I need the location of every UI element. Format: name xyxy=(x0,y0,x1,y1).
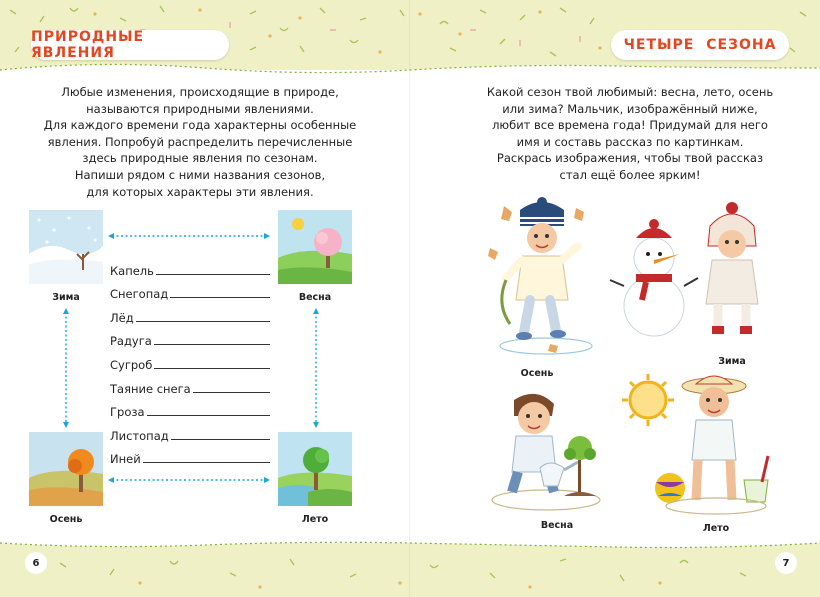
word-label: Лёд xyxy=(110,310,134,325)
answer-line[interactable] xyxy=(156,274,270,275)
answer-line[interactable] xyxy=(171,439,270,440)
winter-child xyxy=(706,202,758,334)
list-item xyxy=(110,396,270,420)
list-item xyxy=(110,254,270,278)
answer-line[interactable] xyxy=(193,392,270,393)
snowman-icon xyxy=(610,219,698,336)
list-item xyxy=(110,419,270,443)
phenomena-word-list xyxy=(110,254,270,466)
word-label: Снегопад xyxy=(110,287,169,302)
list-item xyxy=(110,348,270,372)
list-item xyxy=(110,301,270,325)
paragraph-line: или зима? Мальчик, изображённый ниже, xyxy=(502,101,758,116)
autumn-boy-illustration xyxy=(484,196,599,361)
paragraph-line: явления. Попробуй распределить перечисленные xyxy=(47,134,353,149)
caption-winter: Зима xyxy=(718,356,746,367)
left-page-title: ПРИРОДНЫЕ ЯВЛЕНИЯ xyxy=(31,30,229,60)
paragraph-line: Любые изменения, происходящие в природе, xyxy=(61,85,339,99)
list-item xyxy=(110,443,270,467)
word-label: Гроза xyxy=(110,405,145,420)
word-label: Сугроб xyxy=(110,357,153,372)
paragraph-line: называются природными явлениями. xyxy=(86,101,314,116)
word-label: Радуга xyxy=(110,334,152,349)
answer-line[interactable] xyxy=(143,462,270,463)
spring-boy-illustration xyxy=(484,390,614,520)
paragraph-line: имя и составь рассказ по картинкам. xyxy=(516,134,744,149)
word-label: Таяние снега xyxy=(110,381,191,396)
answer-line[interactable] xyxy=(154,368,270,369)
season-label-autumn: Осень xyxy=(49,514,83,525)
right-intro-paragraph xyxy=(455,84,805,184)
word-label: Иней xyxy=(110,452,141,467)
list-item xyxy=(110,278,270,302)
paragraph-line: Раскрась изображения, чтобы твой рассказ xyxy=(496,151,764,166)
caption-summer: Лето xyxy=(702,523,730,534)
answer-line[interactable] xyxy=(147,415,270,416)
ball-icon xyxy=(655,473,685,503)
sun-icon xyxy=(622,374,674,426)
paragraph-line: Какой сезон твой любимый: весна, лето, осень xyxy=(486,85,774,99)
season-label-winter: Зима xyxy=(52,292,80,303)
paragraph-line: Напиши рядом с ними названия сезонов, xyxy=(74,167,326,182)
caption-spring: Весна xyxy=(540,520,574,531)
word-label: Капель xyxy=(110,263,154,278)
word-label: Листопад xyxy=(110,428,169,443)
answer-line[interactable] xyxy=(154,344,270,345)
paragraph-line: здесь природные явления по сезонам. xyxy=(82,151,318,166)
list-item xyxy=(110,372,270,396)
paragraph-line: Для каждого времени года характерны особенные xyxy=(43,118,357,133)
summer-boy-illustration xyxy=(616,370,786,522)
season-label-summer: Лето xyxy=(301,514,329,525)
answer-line[interactable] xyxy=(170,297,270,298)
winter-snowman-and-child-illustration xyxy=(608,196,778,344)
right-page-title: ЧЕТЫРЕ СЕЗОНА xyxy=(611,30,789,60)
season-label-spring: Весна xyxy=(298,292,332,303)
paragraph-line: стал ещё более ярким! xyxy=(559,167,701,182)
list-item xyxy=(110,325,270,349)
caption-autumn: Осень xyxy=(520,368,554,379)
page-number-right: 7 xyxy=(775,552,797,574)
answer-line[interactable] xyxy=(136,321,270,322)
paragraph-line: для которых характеры эти явления. xyxy=(86,184,314,199)
page-number-left: 6 xyxy=(25,552,47,574)
paragraph-line: любит все времена года! Придумай для него xyxy=(492,118,768,133)
